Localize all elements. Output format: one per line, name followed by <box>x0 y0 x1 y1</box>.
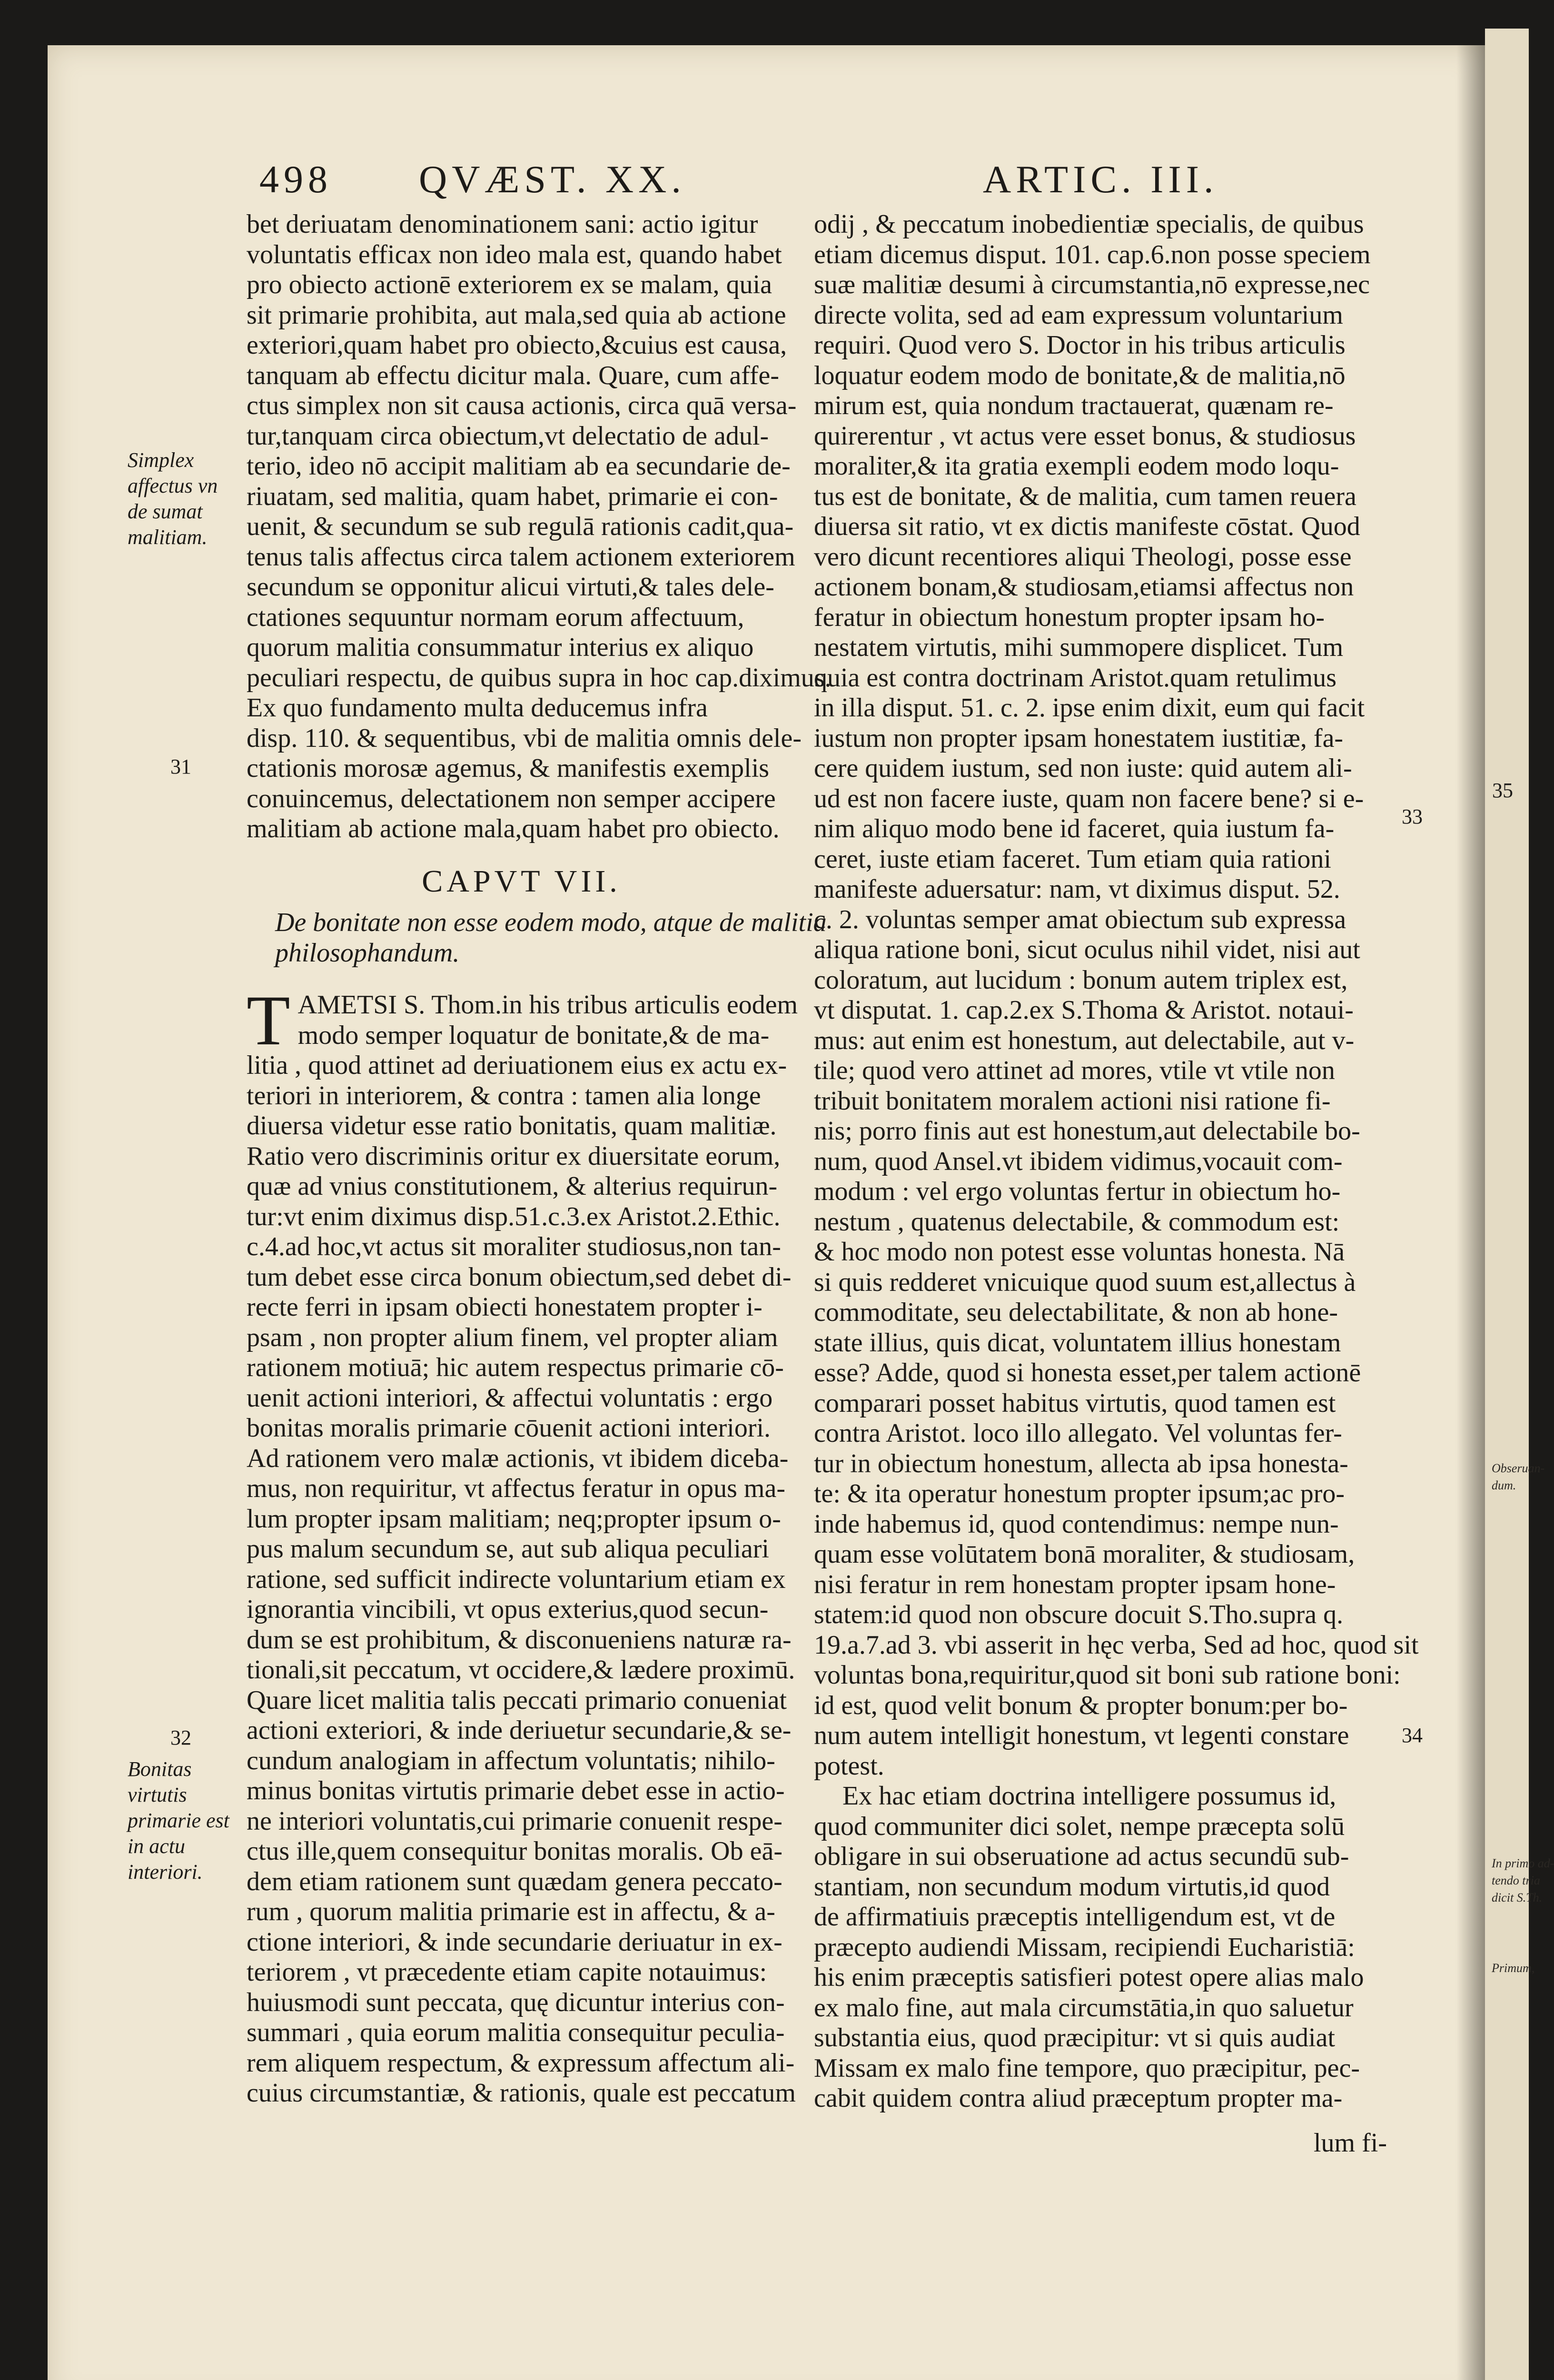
text-line: riuatam, sed malitia, quam habet, primarie ei con- <box>247 481 778 511</box>
text-line: sit primarie prohibita, aut mala,sed quia ab actione <box>247 300 786 330</box>
text-line: modum : vel ergo voluntas fertur in obiectum ho- <box>814 1177 1341 1206</box>
text-line: rem aliquem respectum, & expressum affectum ali- <box>247 2048 795 2078</box>
text-line: ctationis morosæ agemus, & manifestis exemplis <box>247 754 770 783</box>
text-line: commoditate, seu delectabilitate, & non ab hone- <box>814 1298 1338 1327</box>
text-line: peculiari respectu, de quibus supra in hoc cap.diximus. <box>247 663 831 693</box>
text-line: ud est non facere iuste, quam non facere bene? si e- <box>814 783 1364 813</box>
text-line: diuersa sit ratio, vt ex dictis manifeste cōstat. Quod <box>814 512 1360 541</box>
text-line: malitiam ab actione mala,quam habet pro obiecto. <box>247 814 780 843</box>
text-line: bet deriuatam denominationem sani: actio igitur <box>247 209 758 239</box>
drop-cap: T <box>247 981 290 1060</box>
text-line: quorum malitia consummatur interius ex aliquo <box>247 633 754 662</box>
text-line: num autem intelligit honestum, vt legenti constare <box>814 1721 1349 1750</box>
text-line: pus malum secundum se, aut sub aliqua peculiari <box>247 1534 769 1564</box>
right-paragraph-2 <box>814 1781 1371 2114</box>
text-line: stantiam, non secundum modum virtutis,id quod <box>814 1872 1330 1902</box>
text-line: vt disputat. 1. cap.2.ex S.Thoma & Aristot. notaui- <box>814 995 1354 1025</box>
text-line: nestatem virtutis, mihi summopere displicet. Tum <box>814 633 1344 662</box>
text-line: si quis redderet vnicuique quod suum est,allectus à <box>814 1267 1356 1297</box>
text-line: etiam dicemus disput. 101. cap.6.non posse speciem <box>814 239 1371 269</box>
text-line: quæ ad vnius constitutionem, & alterius requirun- <box>247 1171 778 1201</box>
text-line: actionem bonam,& studiosam,etiamsi affectus non <box>814 572 1354 602</box>
text-line: obligare in sui obseruatione ad actus secundū sub- <box>814 1842 1349 1871</box>
text-line: ex malo fine, aut mala circumstātia,in quo saluetur <box>814 1993 1354 2023</box>
text-line: directe volita, sed ad eam expressum voluntarium <box>814 300 1343 330</box>
facing-page-note: In primo ad- <box>1492 1856 1554 1870</box>
chapter-subtitle <box>275 908 827 968</box>
text-line: quod communiter dici solet, nempe præcepta solū <box>814 1811 1345 1841</box>
text-line: num, quod Ansel.vt ibidem vidimus,vocauit com- <box>814 1146 1343 1176</box>
text-line: ceret, iuste etiam faceret. Tum etiam quia rationi <box>814 844 1331 874</box>
text-line: esse? Adde, quod si honesta esset,per talem actionē <box>814 1358 1361 1388</box>
catchword: lum fi- <box>1314 2128 1387 2158</box>
text-line: odij , & peccatum inobedientiæ specialis, de quibus <box>814 209 1364 239</box>
text-line: teriori in interiorem, & contra : tamen alia longe <box>247 1081 761 1111</box>
text-line: his enim præceptis satisfieri potest opere alias malo <box>814 1963 1364 1992</box>
text-line: cundum analogiam in affectum voluntatis; nihilo- <box>247 1745 775 1775</box>
text-line: voluntatis efficax non ideo mala est, quando habet <box>247 239 782 269</box>
text-line: AMETSI S. Thom.in his tribus articulis eodem <box>297 990 798 1020</box>
text-line: ctione interiori, & inde secundarie deriuatur in ex- <box>247 1927 782 1957</box>
text-line: potest. <box>814 1751 884 1781</box>
text-line: voluntas bona,requiritur,quod sit boni sub ratione boni: <box>814 1660 1401 1690</box>
text-line: & hoc modo non potest esse voluntas honesta. Nā <box>814 1237 1345 1267</box>
text-line: litia , quod attinet ad deriuationem eius ex actu ex- <box>247 1051 787 1080</box>
text-line: suæ malitiæ desumi à circumstantia,nō expresse,nec <box>814 270 1370 299</box>
text-line: actioni exteriori, & inde deriuetur secundarie,& se- <box>247 1716 792 1745</box>
text-line: comparari posset habitus virtutis, quod tamen est <box>814 1388 1336 1418</box>
text-line: coloratum, aut lucidum : bonum autem triplex est, <box>814 965 1348 995</box>
text-line: conuincemus, delectationem non semper accipere <box>247 783 776 813</box>
chapter-title: CAPVT VII. <box>422 863 621 899</box>
text-line: Quare licet malitia talis peccati primario conueniat <box>247 1685 787 1715</box>
text-line: rum , quorum malitia primarie est in affectu, & a- <box>247 1897 775 1926</box>
text-line: iustum non propter ipsam honestatem iustitiæ, fa- <box>814 723 1344 753</box>
text-line: feratur in obiectum honestum propter ipsam ho- <box>814 602 1325 632</box>
text-line: tus est de bonitate, & de malitia, cum tamen reuera <box>814 481 1356 511</box>
text-line: diuersa videtur esse ratio bonitatis, quam malitiæ. <box>247 1111 777 1140</box>
text-line: terio, ideo nō accipit malitiam ab ea secundarie de- <box>247 451 791 481</box>
text-line: state illius, quis dicat, voluntatem illius honestam <box>814 1328 1341 1358</box>
text-line: Ratio vero discriminis oritur ex diuersitate eorum, <box>247 1141 781 1171</box>
marginal-note-bonitas: Bonitas virtutis primarie est in actu interiori. <box>128 1757 229 1884</box>
page-number: 498 <box>259 158 332 201</box>
marginal-note-simplex: Simplex affectus vn de sumat malitiam. <box>128 448 218 549</box>
text-line: modo semper loquatur de bonitate,& de ma- <box>297 1020 770 1050</box>
text-line: rationem motiuā; hic autem respectus primarie cō- <box>247 1353 784 1382</box>
paragraph-number-34: 34 <box>1402 1724 1423 1747</box>
text-line: bonitas moralis primarie cōuenit actioni interiori. <box>247 1413 771 1443</box>
text-line: Ex quo fundamento multa deducemus infra <box>247 693 708 723</box>
text-line: dem etiam rationem sunt quædam genera peccato- <box>247 1866 782 1896</box>
text-line: tenus talis affectus circa talem actionem exteriorem <box>247 542 795 572</box>
text-line: psam , non propter alium finem, vel propter aliam <box>247 1322 778 1352</box>
text-line: De bonitate non esse eodem modo, atque de malitia <box>275 908 827 937</box>
facing-page-note: dicit S.Th. <box>1492 1891 1543 1904</box>
text-line: quia est contra doctrinam Aristot.quam retulimus <box>814 663 1336 693</box>
facing-page-note: tendo tria <box>1492 1874 1540 1887</box>
text-line: uenit, & secundum se sub regulā rationis cadit,qua- <box>247 512 794 541</box>
article-heading: ARTIC. III. <box>983 158 1218 201</box>
text-line: cuius circumstantiæ, & rationis, quale est peccatum <box>247 2078 796 2108</box>
text-line: requiri. Quod vero S. Doctor in his tribus articulis <box>814 330 1346 360</box>
facing-page-edge <box>1485 29 1554 2380</box>
facing-page-note: dum. <box>1492 1478 1516 1492</box>
left-paragraph-1 <box>247 209 831 844</box>
text-line: quirerentur , vt actus vere esset bonus, & studiosus <box>814 421 1356 451</box>
text-line: philosophandum. <box>275 938 460 968</box>
text-line: ignorantia vincibili, vt opus exterius,quod secun- <box>247 1595 769 1624</box>
text-line: nisi feratur in rem honestam propter ipsam hone- <box>814 1569 1336 1599</box>
text-line: ctus simplex non sit causa actionis, circa quā versa- <box>247 391 797 420</box>
text-line: cere quidem iustum, sed non iuste: quid autem ali- <box>814 754 1352 783</box>
text-line: pro obiecto actionē exteriorem ex se malam, quia <box>247 270 772 299</box>
text-line: huiusmodi sunt peccata, quę dicuntur interius con- <box>247 1987 785 2017</box>
text-line: teriorem , vt præcedente etiam capite notauimus: <box>247 1957 767 1987</box>
paragraph-number-35: 35 <box>1492 779 1513 802</box>
text-line: moraliter,& ita gratia exempli eodem modo loqu- <box>814 451 1339 481</box>
text-line: tile; quod vero attinet ad mores, vtile vt vtile non <box>814 1056 1335 1085</box>
text-line: exteriori,quam habet pro obiecto,&cuius est causa, <box>247 330 787 360</box>
text-line: c.4.ad hoc,vt actus sit moraliter studiosus,non tan- <box>247 1232 781 1261</box>
paragraph-number-31: 31 <box>170 755 191 778</box>
text-line: nestum , quatenus delectabile, & commodum est: <box>814 1207 1340 1237</box>
text-line: tur:vt enim diximus disp.51.c.3.ex Aristot.2.Ethic. <box>247 1201 781 1231</box>
text-line: loquatur eodem modo de bonitate,& de malitia,nō <box>814 360 1346 390</box>
text-line: ne interiori voluntatis,cui primarie conuenit respe- <box>247 1806 782 1836</box>
text-line: substantia eius, quod præcipitur: vt si quis audiat <box>814 2023 1336 2053</box>
text-line: nim aliquo modo bene id faceret, quia iustum fa- <box>814 814 1335 843</box>
text-line: summari , quia eorum malitia consequitur peculia- <box>247 2018 785 2047</box>
text-line: id est, quod velit bonum & propter bonum:per bo- <box>814 1690 1348 1720</box>
text-line: in illa disput. 51. c. 2. ipse enim dixit, eum qui facit <box>814 693 1365 723</box>
text-line: mirum est, quia nondum tractauerat, quænam re- <box>814 391 1334 420</box>
text-line: tur in obiectum honestum, allecta ab ipsa honesta- <box>814 1448 1348 1478</box>
text-line: c. 2. voluntas semper amat obiectum sub expressa <box>814 904 1346 934</box>
text-line: inde habemus id, quod contendimus: nempe nun- <box>814 1509 1339 1539</box>
text-line: te: & ita operatur honestum propter ipsum;ac pro- <box>814 1479 1345 1508</box>
text-line: Ex hac etiam doctrina intelligere possumus id, <box>842 1781 1336 1811</box>
text-line: aliqua ratione boni, sicut oculus nihil videt, nisi aut <box>814 935 1360 964</box>
text-line: præcepto audiendi Missam, recipiendi Eucharistiā: <box>814 1932 1355 1962</box>
facing-page-note: Primum, <box>1492 1961 1535 1975</box>
text-line: dum se est prohibitum, & disconueniens naturæ ra- <box>247 1625 792 1655</box>
text-line: contra Aristot. loco illo allegato. Vel voluntas fer- <box>814 1418 1342 1448</box>
gutter-shadow <box>1456 45 1485 2380</box>
text-line: lum propter ipsam malitiam; neq;propter ipsum o- <box>247 1504 781 1534</box>
text-line: ctationes sequuntur normam eorum affectuum, <box>247 602 744 632</box>
text-line: uenit actioni interiori, & affectui voluntatis : ergo <box>247 1383 773 1413</box>
paragraph-number-32: 32 <box>170 1726 191 1749</box>
text-line: disp. 110. & sequentibus, vbi de malitia omnis dele- <box>247 723 802 753</box>
text-line: ratione, sed sufficit indirecte voluntarium etiam ex <box>247 1564 786 1594</box>
text-line: Missam ex malo fine tempore, quo præcipitur, pec- <box>814 2053 1360 2083</box>
text-line: tum debet esse circa bonum obiectum,sed debet di- <box>247 1262 792 1292</box>
text-line: tribuit bonitatem moralem actioni nisi ratione fi- <box>814 1086 1331 1116</box>
text-line: tionali,sit peccatum, vt occidere,& lædere proximū. <box>247 1655 795 1685</box>
text-line: de affirmatiuis præceptis intelligendum est, vt de <box>814 1902 1336 1932</box>
left-text-column <box>247 209 831 2109</box>
text-line: ctus ille,quem consequitur bonitas moralis. Ob eā- <box>247 1836 782 1866</box>
text-line: quam esse volūtatem bonā moraliter, & studiosam, <box>814 1539 1355 1569</box>
text-line: recte ferri in ipsam obiecti honestatem propter i- <box>247 1292 762 1322</box>
text-line: minus bonitas virtutis primarie debet esse in actio- <box>247 1776 785 1805</box>
text-line: secundum se opponitur alicui virtuti,& tales dele- <box>247 572 774 602</box>
text-line: statem:id quod non obscure docuit S.Tho.supra q. <box>814 1600 1344 1629</box>
text-line: tanquam ab effectu dicitur mala. Quare, cum affe- <box>247 360 779 390</box>
left-paragraph-2 <box>247 981 798 2109</box>
question-heading: QVÆST. XX. <box>419 158 686 201</box>
text-line: vero dicunt recentiores aliqui Theologi, posse esse <box>814 542 1352 572</box>
text-line: tur,tanquam circa obiectum,vt delectatio de adul- <box>247 421 769 451</box>
text-line: manifeste aduersatur: nam, vt diximus disput. 52. <box>814 874 1340 904</box>
text-line: cabit quidem contra aliud præceptum propter ma- <box>814 2083 1343 2113</box>
text-line: mus: aut enim est honestum, aut delectabile, aut v- <box>814 1025 1355 1055</box>
facing-page-note: Obseruan- <box>1492 1461 1545 1475</box>
paragraph-number-33: 33 <box>1402 805 1423 828</box>
text-line: mus, non requiritur, vt affectus feratur in opus ma- <box>247 1474 785 1503</box>
text-line: nis; porro finis aut est honestum,aut delectabile bo- <box>814 1116 1360 1146</box>
text-line: 19.a.7.ad 3. vbi asserit in hęc verba, Sed ad hoc, quod sit <box>814 1630 1419 1660</box>
text-line: Ad rationem vero malæ actionis, vt ibidem diceba- <box>247 1443 789 1473</box>
